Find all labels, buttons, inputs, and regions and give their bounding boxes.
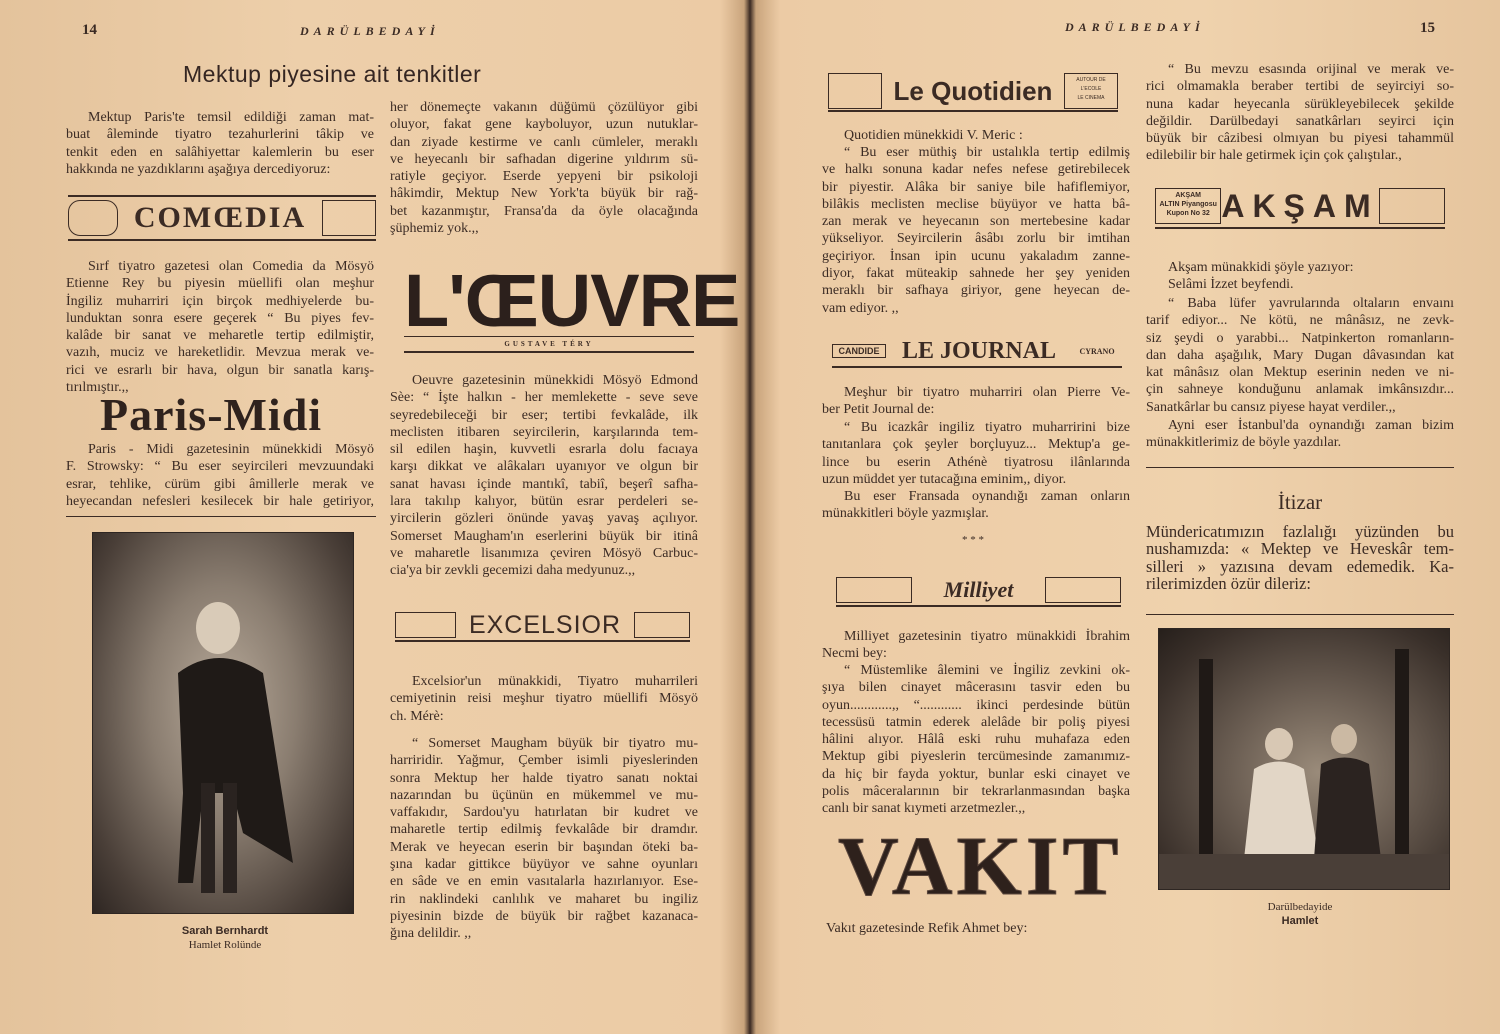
text-line: Necmi bey: [822, 646, 887, 662]
journal-masthead [832, 336, 1122, 368]
aksam-coupon-box [1155, 188, 1221, 224]
text-line: meraklı bir safhaya giriyor, gene heyecan de- [822, 283, 1130, 299]
hamlet-stage-photo [1158, 628, 1450, 890]
text-line: sanat havası içinde mantıkî, tabiî, beşerî safha- [390, 476, 698, 492]
milliyet-left-box [836, 577, 912, 603]
caption-line2: Hamlet [1281, 915, 1319, 927]
milliyet-intro [822, 628, 1130, 663]
text-line: Merak ve heyecan eserin bir başından öteki ba- [390, 839, 698, 855]
figure-silhouette [93, 533, 353, 913]
text-line: edilebilir bir hale getirmek için çok çalıştılar., [1146, 148, 1402, 164]
text-line: sonra Mektup her halde tiyatro sanatı noktai [390, 770, 698, 786]
running-head-right: DARÜLBEDAYİ [1065, 20, 1205, 34]
text-line: şıya bilen cinayet mâcerasını tasvir eden bu [822, 680, 1130, 696]
text-line: en sâde ve en emin vasıtalarla hazırlanıyor. Ese- [390, 874, 698, 890]
running-head-left: DARÜLBEDAYİ [300, 24, 440, 38]
text-line: oyun............,, “............ ikinci perdesinde bütün [822, 697, 1130, 713]
text-line: hakkında ne yazdıklarını aşağıya dercediyoruz: [66, 161, 331, 177]
text-line: ve maharetle lisanımıza çeviren Mösyö Carbuc- [390, 545, 698, 561]
text-line: yircilerin gözleri önünde yavaş yavaş açılıyor. [390, 511, 698, 527]
separator-asterisks: * * * [962, 534, 984, 546]
quotidien-left-box [828, 73, 882, 109]
quotidien-right-box [1064, 73, 1118, 109]
text-line: her dönemeçte vakanın düğümü çözülüyor gibi [390, 100, 698, 115]
aksam-intro [1146, 259, 1454, 294]
text-line: Excelsior'un münakkidi, Tiyatro muharrileri [412, 674, 698, 689]
aksam-right-box [1379, 188, 1445, 224]
text-line: silleri » yazısına devam edemedik. Ka- [1146, 556, 1454, 576]
text-line: Mektup gibi piyeslerin tercümesinde zamanımız- [822, 749, 1130, 765]
text-line: geçiriyor. İnsan ipin ucunu yakaladım zanne- [822, 248, 1130, 264]
text-line: cemiyetinin reisi meşhur tiyatro müellifi Mösyö [390, 691, 698, 707]
text-line: Ayni eser İstanbul'da oynandığı zaman bizim [1168, 418, 1454, 433]
text-line: F. Strowsky: “ Bu eser seyircileri mevzuundaki [66, 459, 374, 475]
text-line: değildir. Darülbedayi sanatkârları seyirci için [1146, 113, 1454, 129]
oeuvre-subline [404, 336, 694, 353]
caption-role: Hamlet Rolünde [188, 939, 262, 951]
text-line: seyredebileceği bir eser; tertibi fevkalâde, ilk [390, 407, 698, 423]
text-line: Milliyet gazetesinin tiyatro münakkidi İbrahim [844, 629, 1130, 644]
comedia-masthead [68, 195, 376, 241]
text-line: Bu eser Fransada oynandığı zaman onların [844, 489, 1130, 504]
photo-caption-right [1230, 900, 1370, 928]
text-line: maharetle tertip edilmiş fevkalâde bir dramdır. [390, 822, 698, 838]
text-line: çin sahneye konduğunu anlamak imkânsızdır... [1146, 382, 1454, 398]
vakit-intro [826, 920, 1126, 937]
text-line: siz şeydi o yarabbi... Natpinkerton romanların- [1146, 330, 1454, 346]
photo-caption-left [130, 924, 320, 952]
text-line: “ Bu icazkâr ingiliz tiyatro muharririni bize [844, 420, 1130, 435]
text-line: zan merak ve heyecanın son mertebesine kadar [822, 214, 1130, 230]
notice-title: İtizar [1277, 490, 1323, 514]
text-line: esrar, tehlike, cürüm gibi âmillerle merak ve [66, 476, 374, 492]
text-line: tenkit eden en salâhiyettar kalemlerin bu eser [66, 144, 374, 160]
milliyet-logo: Milliyet [943, 577, 1014, 602]
text-line: ve heyecanlı bir safhadan digerine yıldırım sü- [390, 151, 698, 167]
divider [66, 516, 376, 517]
text-line: kat mânâsız olan Mektup eserinin neden ve ni- [1146, 365, 1454, 381]
excelsior-quote [390, 735, 698, 943]
text-line: meclisten itibaren seyircilerin, karşılarında tem- [390, 424, 698, 440]
journal-intro [822, 384, 1130, 419]
text-line: “ Baba lüfer yavrularında oltaların envaını [1168, 296, 1454, 311]
excelsior-intro [390, 673, 698, 725]
text-line: rici olmamakla beraber tertibi de seyirciyi so- [1146, 79, 1454, 95]
oeuvre-logo: L'ŒUVRE [404, 259, 740, 342]
text-line: heyecandan nefesleri kesilecek bir hale getiriyor, [66, 493, 374, 509]
cyrano-box: CYRANO [1079, 346, 1115, 356]
excelsior-right-box [634, 612, 690, 638]
text-line: rilerimizden özür dileriz: [1146, 573, 1311, 593]
text-line: vaffakıdır, Sardou'yu hatırlatan bir kudret ve [390, 805, 698, 821]
paris-midi-continued [390, 99, 698, 237]
journal-after [822, 488, 1130, 523]
divider [1146, 467, 1454, 468]
quotidien-side-top: AUTOUR DE L'ECOLE [1076, 77, 1106, 92]
text-line: piyesinin bizde de büyük bir rağbet kazanaca- [390, 908, 698, 924]
text-line: rici ve esrarlı bir hava, olgun bir sanatla karış- [66, 362, 374, 378]
page-number-right: 15 [1420, 20, 1435, 36]
paris-midi-logo: Paris-Midi [100, 389, 323, 440]
text-line: bilâkis meclisten meclise büyüyor ve hatta bâ- [822, 196, 1130, 212]
excelsior-left-box [395, 612, 456, 638]
text-line: ber Petit Journal de: [822, 402, 935, 418]
paris-midi-paragraph [66, 441, 374, 510]
text-line: Sanatkârlar bu cansız piyese hayat verdiler.,, [1146, 399, 1396, 415]
text-line: ratiyle geçiyor. Eserde yepyeni bir psikoloji [390, 169, 698, 185]
text-line: kalâde bir sanat ve meharetle tertip edilmiştir, [66, 328, 374, 344]
intro-paragraph [66, 109, 374, 178]
quotidien-masthead [828, 72, 1118, 112]
caption-line1: Darülbedayide [1267, 901, 1333, 913]
text-line: münakkitlerimiz de böyle yazdılar. [1146, 435, 1342, 451]
text-line: Sèe: “ İşte halkın - her memlekette - seve seve [390, 390, 698, 406]
text-line: uzun müddet yer tutacağına eminim,, diyor. [822, 471, 1067, 487]
text-line: tarif ediyor... Ne kötü, ne mânâsız, ne zevk- [1146, 313, 1454, 329]
text-line: ch. Mérè: [390, 708, 444, 724]
comedia-emblem [68, 200, 118, 236]
text-line: Selâmi İzzet beyfendi. [1168, 277, 1294, 293]
stage-figures [1159, 629, 1449, 889]
excelsior-logo: EXCELSIOR [468, 610, 622, 639]
milliyet-quote [822, 662, 1130, 818]
text-line: Münderіcatımızın fazlalığı yüzünden bu [1146, 522, 1454, 541]
caption-name: Sarah Bernhardt [181, 925, 269, 937]
text-line: da hiç bir fayda yoktur, bunlar eski cinayet ve [822, 766, 1130, 782]
text-line: harriridir. Yağmur, Çember isimli piyeslerinden [390, 753, 698, 769]
text-line: şüphemiz yok.,, [390, 221, 479, 237]
text-line: nazarından bu üçünün en mükemmel ve mu- [390, 787, 698, 803]
text-line: Sırf tiyatro gazetesi olan Comedia da Mösyö [88, 259, 374, 274]
text-line: Quotidien münekkidi V. Meric : [844, 128, 1023, 143]
aksam-box-title: AKŞAM [1175, 192, 1201, 199]
text-line: “ Bu mevzu esasında orijinal ve merak ve- [1168, 62, 1454, 77]
aksam-quote [1146, 295, 1454, 416]
text-line: vam ediyor. ,, [822, 300, 899, 316]
text-line: İngiliz muharriri için birçok medhiyelerde bu- [66, 293, 374, 309]
text-line: canlı bir sanat kıymeti arzetmezler.,, [822, 801, 1026, 817]
text-line: “ Müstemlike âlemini ve İngiliz zevkini ok- [844, 663, 1130, 678]
text-line: lunduktan sonra esere geçerek “ Bu piyes fev- [66, 310, 374, 326]
text-line: sil edilen haşin, kuvvetli esrarla dolu facıaya [390, 442, 698, 458]
vakit-logo: VAKIT [838, 820, 1123, 913]
text-line: şına kadar gittikce büyüyor ve sahne oyunları [390, 857, 698, 873]
excelsior-masthead [395, 610, 690, 642]
text-line: lince bu eserin Athénè tiyatrosu ilânlarında [822, 454, 1130, 470]
milliyet-right-box [1045, 577, 1121, 603]
text-line: diyor, fakat müteakip sahnede her şey yeniden [822, 266, 1130, 282]
text-line: Meşhur bir tiyatro muharriri olan Pierre Ve- [844, 385, 1130, 400]
quotidien-side-bottom: LE CINEMA [1077, 95, 1105, 101]
text-line: Akşam münakkidi şöyle yazıyor: [1168, 260, 1354, 275]
divider [1146, 614, 1454, 615]
notice-text [1146, 522, 1454, 591]
text-line: nushamızda: « Mektep ve Heveskâr tem- [1146, 539, 1454, 559]
comedia-logo: COMŒDIA [133, 201, 307, 234]
text-line: Somerset Maugham'ın eserlerini büyük bir itinâ [390, 528, 698, 544]
text-line: vazıh, muciz ve hareketlidir. Mevzua merak ve- [66, 345, 374, 361]
text-line: dan ziyade kestirme ve canlı cümleler, meraklı [390, 134, 698, 150]
quotidien-logo: Le Quotidien [893, 75, 1053, 106]
text-line: lara takılıp kalıyor, bütün esrar perdeleri se- [390, 494, 698, 510]
text-line: ğına delildir. ,, [390, 926, 472, 942]
candide-box: CANDIDE [832, 344, 886, 358]
page-number-left: 14 [82, 22, 97, 38]
comedia-info-box [322, 200, 376, 236]
quotidien-quote [822, 144, 1130, 317]
text-line: ve halkı sonuna kadar nefes nefese getirebilecek [822, 162, 1130, 178]
text-line: oluyor, fakat gene kayboluyor, uzun nutuklar- [390, 117, 698, 133]
vakit-quote [1146, 61, 1454, 165]
text-line: tanıtanlara çok şeyler borçluyuz... Mektup'a ge- [822, 437, 1130, 453]
article-title: Mektup piyesine ait tenkitler [183, 61, 482, 87]
text-line: Mektup Paris'te temsil edildiği zaman mat- [88, 110, 374, 125]
sarah-bernhardt-photo [92, 532, 354, 914]
text-line: tecessüsü tatmin ederek alelâde bir poliş piyesi [822, 714, 1130, 730]
text-line: polis mâceralarının bir tekrarlanmasından başka [822, 784, 1130, 800]
milliyet-masthead [836, 575, 1121, 607]
text-line: “ Bu eser müthiş bir ustalıkla tertip edilmiş [844, 145, 1130, 160]
text-line: hâlini alıyor. Hâlâ eski ruhu muhafaza eden [822, 732, 1130, 748]
text-line: Paris - Midi gazetesinin münekkidi Mösyö [88, 442, 374, 457]
aksam-masthead [1155, 185, 1445, 229]
journal-logo: LE JOURNAL [901, 337, 1057, 364]
aksam-after [1146, 417, 1454, 452]
text-line: Oeuvre gazetesinin münekkidi Mösyö Edmond [412, 373, 698, 388]
text-line: büyük bir câzibesi olmıyan bu piyesi tahammül [1146, 131, 1454, 147]
aksam-box-coupon: Kupon No 32 [1166, 210, 1210, 217]
text-line: tırılmıştır.,, [66, 380, 129, 396]
comedia-paragraph [66, 258, 374, 396]
text-line: buat âleminde tiyatro tezahurlerini tâkip ve [66, 127, 374, 143]
text-line: bet kazanmıştır, Fransa'da da öyle olacağında [390, 203, 698, 219]
text-line: rin naklindeki canlılık ve maharet bu ingiliz [390, 891, 698, 907]
aksam-logo: AKŞAM [1221, 187, 1379, 224]
oeuvre-director: GUSTAVE TÉRY [504, 340, 594, 348]
text-line: dan daha aşağılık, Mary Dugan dâvasından kat [1146, 347, 1454, 363]
text-line: hâkimdir, Mektup New York'ta büyük bir rağ- [390, 186, 698, 202]
text-line: cia'ya bir zevkli gecemizi daha medyunuz.,, [390, 563, 636, 579]
text-line: yükseliyor. Seyircilerin âsâbı zorlu bir imtihan [822, 231, 1130, 247]
text-line: nuna kadar heyecanla sürükleyebilecek şekilde [1146, 96, 1454, 112]
text-line: Vakıt gazetesinde Refik Ahmet bey: [826, 921, 1028, 936]
journal-quote [822, 419, 1130, 488]
text-line: karşı dikkat ve alâkaları uyanıyor ve olgun bir [390, 459, 698, 475]
text-line: münakkitleri böyle yazmışlar. [822, 506, 989, 522]
text-line: “ Somerset Maugham büyük bir tiyatro mu- [412, 736, 698, 751]
text-line: Etienne Rey bu piyesin müellifi olan meşhur [66, 276, 374, 292]
quotidien-intro [822, 127, 1130, 144]
oeuvre-paragraph [390, 372, 698, 580]
text-line: bir piyestir. Alâka bir saniye bile hafiflemiyor, [822, 179, 1130, 195]
aksam-box-line: ALTIN Piyangosu [1159, 201, 1217, 208]
